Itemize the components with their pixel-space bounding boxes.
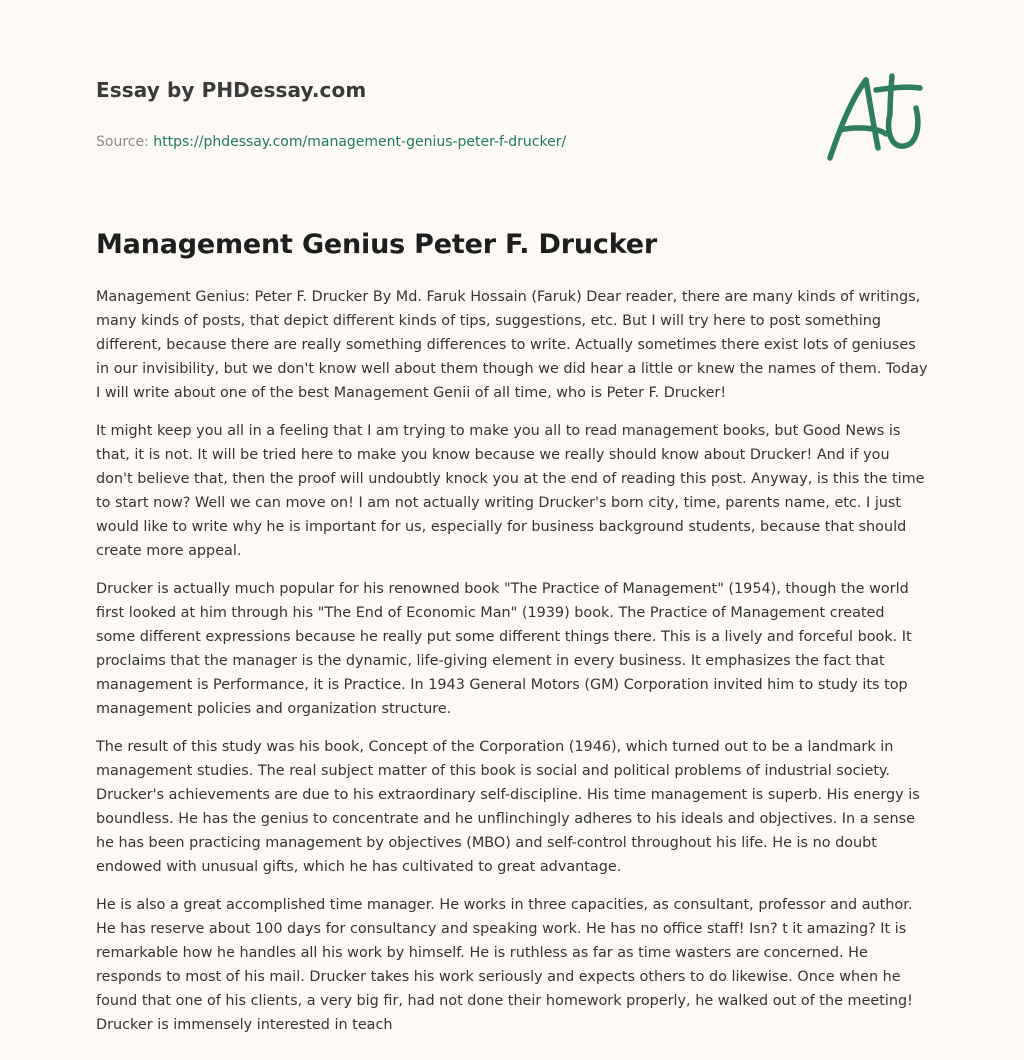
source-label: Source: — [96, 134, 149, 150]
a-plus-logo-icon — [820, 68, 930, 168]
paragraph: He is also a great accomplished time manager. He works in three capacities, as consultant, professor and author. He has reserve about 100 days for consultancy and speaking work. He has no office staff! Isn? t it amazing? It is remarkable how he handles all his work by himself. He is ruthless as far as time wasters are concerned. He responds to most of his mail. Drucker takes his work seriously and expects others to do likewise. Once when he found that one of his clients, a very big fir, had not done their homework properly, he walked out of the meeting! Drucker is immensely interested in teach — [96, 897, 913, 1033]
paragraph: The result of this study was his book, Concept of the Corporation (1946), which turned out to be a landmark in management studies. The real subject matter of this book is social and political problems of industrial society. Drucker's achievements are due to his extraordinary self-discipline. His time management is superb. His energy is boundless. He has the genius to concentrate and he unflinchingly adheres to his ideals and objectives. In a sense he has been practicing management by objectives (MBO) and self-control throughout his life. He is no doubt endowed with unusual gifts, which he has cultivated to great advantage. — [96, 739, 920, 875]
paragraph: Management Genius: Peter F. Drucker By Md. Faruk Hossain (Faruk) Dear reader, there are many kinds of writings, many kinds of posts, that depict different kinds of tips, suggestions, etc. But I will try here to post something different, because there are really something differences to write. Actually sometimes there exist lots of geniuses in our invisibility, but we don't know well about them though we did hear a little or knew the names of them. Today I will write about one of the best Management Genii of all time, who is Peter F. Drucker! — [96, 289, 928, 401]
paragraph: Drucker is actually much popular for his renowned book "The Practice of Management" (1954), though the world first looked at him through his "The End of Economic Man" (1939) book. The Practice of Management created some different expressions because he really put some different things there. This is a lively and forceful book. It proclaims that the manager is the dynamic, life-giving element in every business. It emphasizes the fact that management is Performance, it is Practice. In 1943 General Motors (GM) Corporation invited him to study its top management policies and organization structure. — [96, 581, 912, 717]
article-body — [96, 285, 928, 1051]
site-brand: Essay by PHDessay.com — [96, 78, 367, 102]
page-header — [96, 76, 796, 152]
source-link[interactable]: https://phdessay.com/management-genius-peter-f-drucker/ — [153, 134, 567, 150]
paragraph: It might keep you all in a feeling that I am trying to make you all to read management books, but Good News is that, it is not. It will be tried here to make you know because we really should know about Drucker! And if you don't believe that, then the proof will undoubtly knock you at the end of reading this post. Anyway, is this the time to start now? Well we can move on! I am not actually writing Drucker's born city, time, parents name, etc. I just would like to write why he is important for us, especially for business background students, because that should create more appeal. — [96, 423, 925, 559]
source-line — [96, 132, 796, 152]
article-title: Management Genius Peter F. Drucker — [96, 229, 657, 260]
